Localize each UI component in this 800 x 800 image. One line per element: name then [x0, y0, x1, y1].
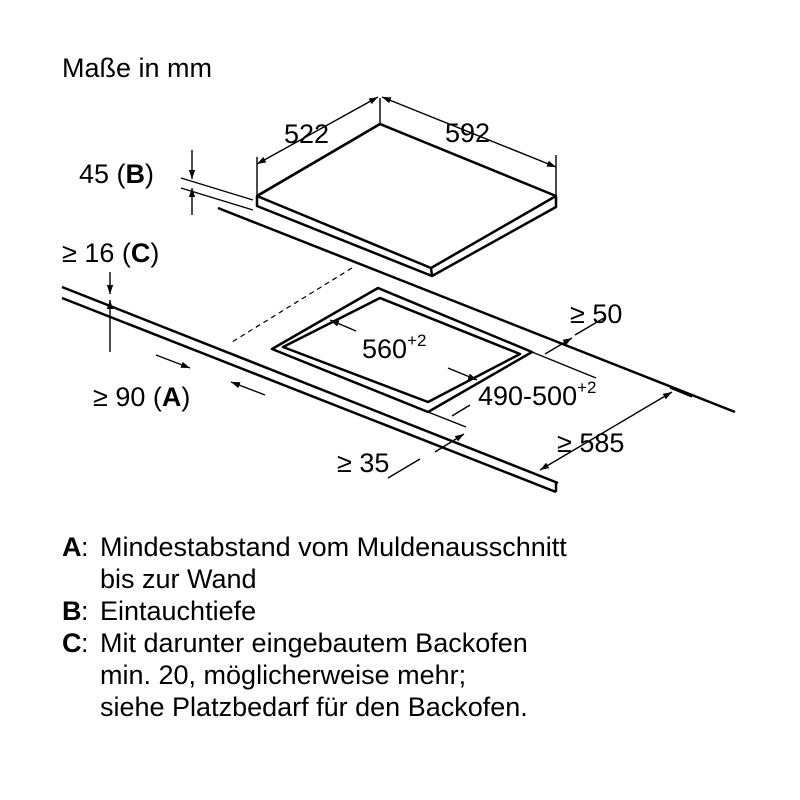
legend-key: B — [62, 596, 82, 626]
width-hob-label: 592 — [445, 118, 491, 148]
legend-text-line: bis zur Wand — [100, 564, 257, 594]
immersion-depth-label: 45 (B) — [79, 159, 155, 189]
legend — [62, 531, 782, 723]
legend-key: A — [62, 532, 82, 562]
legend-key: C — [62, 628, 82, 658]
legend-colon: : — [81, 628, 89, 658]
worktop-depth-label: ≥ 585 — [557, 428, 625, 458]
legend-item-a — [62, 531, 782, 595]
legend-text-line: Eintauchtiefe — [100, 596, 257, 626]
wall-gap-label: ≥ 16 (C) — [62, 238, 160, 268]
cutout-depth-label: $490-500^{+2}$ — [478, 378, 597, 411]
front-clearance-label: ≥ 35 — [337, 448, 390, 478]
legend-text-line: siehe Platzbedarf für den Backofen. — [100, 692, 528, 722]
min-distance-label: ≥ 90 (A) — [93, 382, 191, 412]
legend-text-line: Mindestabstand vom Muldenausschnitt — [100, 532, 567, 562]
legend-text-line: Mit darunter eingebautem Backofen — [100, 628, 528, 658]
legend-item-c — [62, 627, 782, 723]
units-label: Maße in mm — [62, 53, 213, 83]
projection-line — [232, 268, 352, 342]
legend-item-b — [62, 595, 782, 627]
back-clearance-label: ≥ 50 — [570, 299, 623, 329]
legend-colon: : — [81, 532, 89, 562]
legend-colon: : — [81, 596, 89, 626]
depth-hob-label: 522 — [284, 119, 330, 149]
legend-text-line: min. 20, möglicherweise mehr; — [100, 660, 467, 690]
cutout-width-label: $560^{+2}$ — [362, 331, 427, 364]
